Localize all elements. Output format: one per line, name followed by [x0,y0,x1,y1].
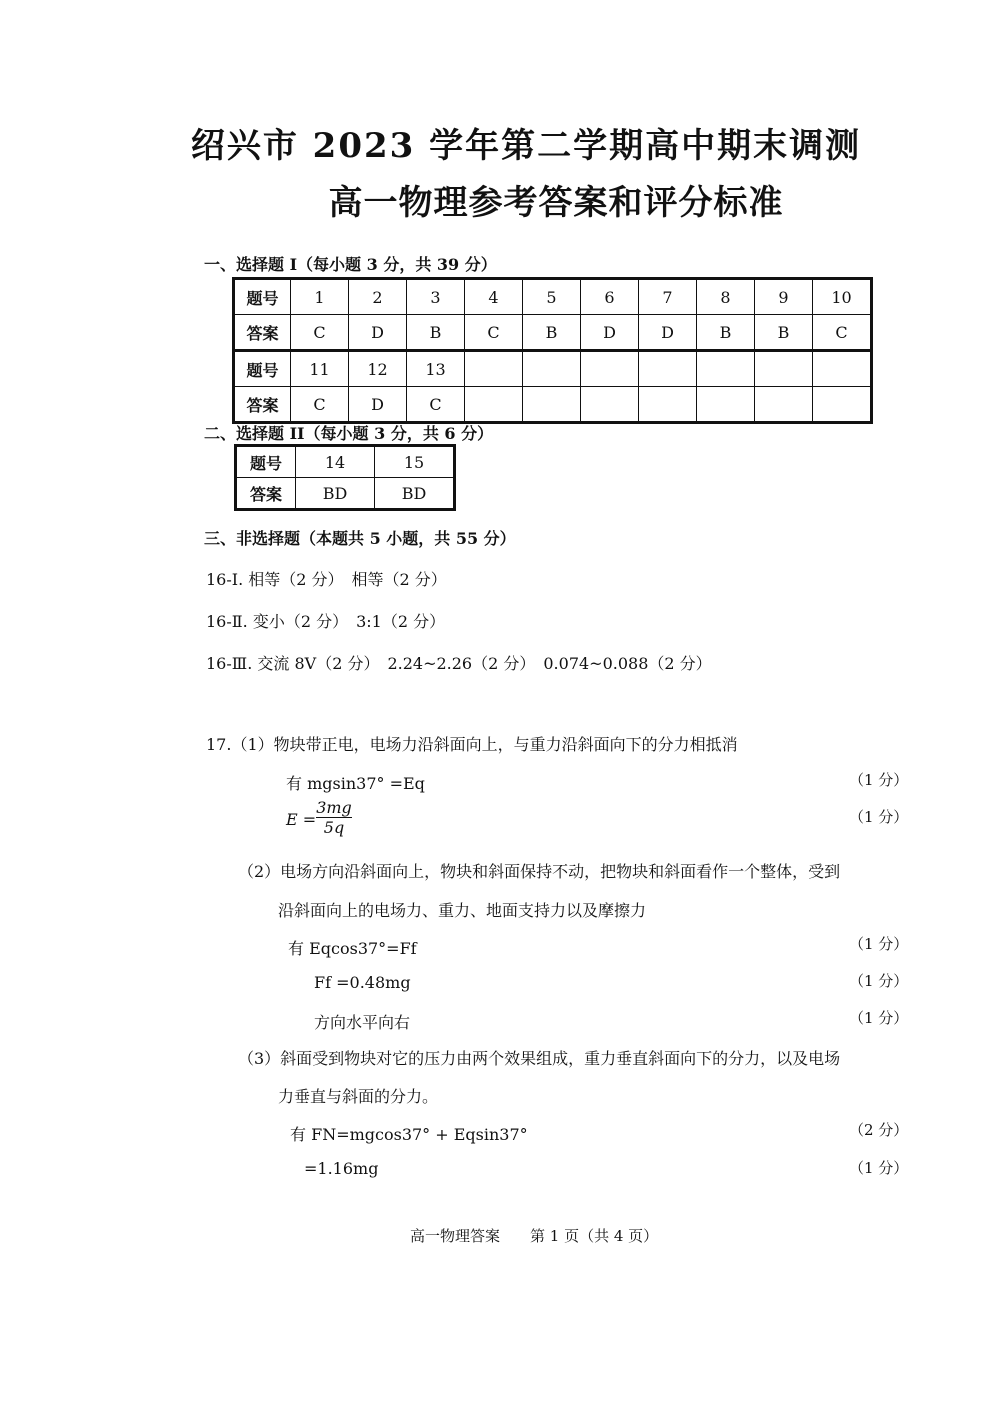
section1-heading: 一、选择题 I（每小题 3 分，共 39 分） [204,255,497,274]
table-cell: 8 [697,279,755,315]
table-cell: C [291,315,349,351]
section3-heading: 三、非选择题（本题共 5 小题，共 55 分） [204,529,516,548]
fraction-denominator: 5q [323,818,345,837]
document-title: 绍兴市 2023 学年第二学期高中期末调测 [190,126,862,166]
table-cell: BD [375,478,455,510]
q17-eq6-score: （2 分） [849,1121,909,1139]
section2-heading: 二、选择题 II（每小题 3 分，共 6 分） [204,424,494,443]
page-footer: 高一物理答案 第 1 页（共 4 页） [410,1227,659,1245]
table-cell [639,387,697,423]
table-cell: D [349,315,407,351]
table-cell: 3 [407,279,465,315]
table-cell: 7 [639,279,697,315]
table-cell [523,387,581,423]
table-cell: B [407,315,465,351]
answer-16-1: 16-Ⅰ. 相等（2 分） 相等（2 分） [206,570,447,589]
q17-eq5: 方向水平向右 [314,1013,411,1032]
q17-eq6: 有 FN=mgcos37° + Eqsin37° [290,1125,528,1144]
q17-part2-line2: 沿斜面向上的电场力、重力、地面支持力以及摩擦力 [278,901,647,920]
table-cell: 9 [755,279,813,315]
table-cell [755,351,813,387]
row-label: 答案 [234,387,291,423]
table-cell: 2 [349,279,407,315]
q17-eq2-lhs: E = [286,810,317,829]
q17-eq7: =1.16mg [304,1159,379,1178]
table-row [234,279,872,315]
table-cell: 1 [291,279,349,315]
row-label: 题号 [234,351,291,387]
q17-eq7-score: （1 分） [849,1159,909,1177]
table-cell: D [349,387,407,423]
table-cell [581,387,639,423]
table-cell: C [465,315,523,351]
table-cell: 10 [813,279,872,315]
table-cell [697,387,755,423]
row-label: 题号 [234,279,291,315]
table-cell [581,351,639,387]
q17-part3-line1: （3）斜面受到物块对它的压力由两个效果组成，重力垂直斜面向下的分力，以及电场 [238,1049,841,1068]
table-cell: C [291,387,349,423]
q17-eq2-score: （1 分） [849,808,909,826]
table-cell: C [813,315,872,351]
q17-part2-line1: （2）电场方向沿斜面向上，物块和斜面保持不动，把物块和斜面看作一个整体，受到 [238,862,841,881]
table-cell: 5 [523,279,581,315]
fraction-numerator: 3mg [316,798,352,817]
q17-part3-line2: 力垂直与斜面的分力。 [278,1087,439,1106]
q17-eq2-fraction [316,798,352,837]
table-cell: 13 [407,351,465,387]
q17-eq3-score: （1 分） [849,935,909,953]
table-cell: BD [296,478,375,510]
q17-eq4-score: （1 分） [849,972,909,990]
answer-16-2: 16-Ⅱ. 变小（2 分） 3:1（2 分） [206,612,446,631]
table-cell [523,351,581,387]
answer-table-2 [234,444,456,511]
row-label: 答案 [236,478,296,510]
table-row [234,315,872,351]
table-cell: 4 [465,279,523,315]
table-row [234,387,872,423]
table-cell: 14 [296,446,375,478]
table-cell: B [755,315,813,351]
table-cell [465,351,523,387]
table-row [236,478,455,510]
table-cell: D [581,315,639,351]
table-cell: 12 [349,351,407,387]
row-label: 答案 [234,315,291,351]
q17-eq5-score: （1 分） [849,1009,909,1027]
table-cell [755,387,813,423]
table-cell: C [407,387,465,423]
table-cell [465,387,523,423]
row-label: 题号 [236,446,296,478]
q17-eq3: 有 Eqcos37°=Ff [288,939,417,958]
q17-eq1: 有 mgsin37° =Eq [286,774,425,793]
q17-eq4: Ff =0.48mg [314,973,411,992]
table-cell: 6 [581,279,639,315]
q17-part1: 17.（1）物块带正电，电场力沿斜面向上，与重力沿斜面向下的分力相抵消 [206,735,738,754]
table-cell: B [523,315,581,351]
table-cell [813,351,872,387]
q17-eq1-score: （1 分） [849,771,909,789]
table-cell: 11 [291,351,349,387]
table-cell: D [639,315,697,351]
table-cell: 15 [375,446,455,478]
table-cell: B [697,315,755,351]
table-cell [639,351,697,387]
table-row [234,351,872,387]
table-cell [697,351,755,387]
answer-16-3: 16-Ⅲ. 交流 8V（2 分） 2.24~2.26（2 分） 0.074~0.088（2 分） [206,654,712,673]
answer-table-1 [232,277,873,424]
document-subtitle: 高一物理参考答案和评分标准 [328,183,784,223]
table-row [236,446,455,478]
table-cell [813,387,872,423]
